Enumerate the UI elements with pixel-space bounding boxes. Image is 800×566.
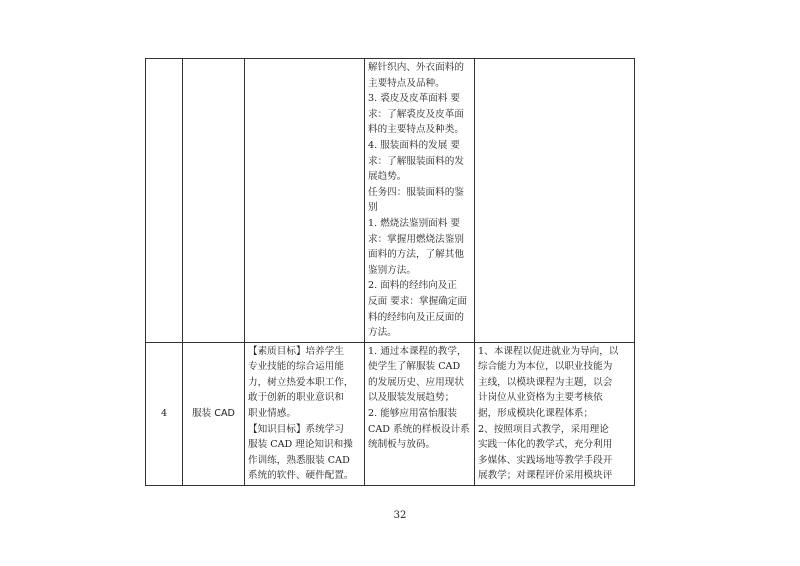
text-line: 2、按照项目式教学，采用理论: [478, 423, 609, 435]
cell-method: [475, 59, 635, 343]
text-line: 1、本课程以促进就业为导向，以: [478, 345, 619, 357]
text-line: 计岗位从业资格为主要考核依: [478, 392, 603, 404]
text-line: 解针织内、外衣面料的: [368, 62, 464, 73]
text-line: 4. 服装面料的发展 要: [368, 139, 461, 151]
text-line: 服装 CAD 理论知识和操: [248, 439, 353, 451]
text-line: 主线，以模块课程为主题，以会: [478, 376, 613, 388]
text-line: 作训练，熟悉服装 CAD: [248, 454, 350, 466]
text-line: 2. 能够应用富怡服装: [368, 408, 457, 420]
cell-goals: [245, 59, 365, 343]
text-line: 方法。: [368, 327, 397, 339]
text-line: 料的主要特点及种类。: [368, 124, 464, 136]
page-number: 32: [393, 510, 407, 521]
text-line: 求：了解服装面料的发: [368, 155, 464, 167]
cell-content: [365, 59, 475, 343]
text-line: 【知识目标】系统学习: [248, 423, 344, 435]
table-row: [146, 59, 635, 343]
cell-content: [365, 342, 475, 485]
text-line: 多媒体、实践场地等教学手段开: [478, 454, 613, 466]
cell-number: [146, 59, 183, 343]
table-row: [146, 342, 635, 485]
text-line: 展教学；对课程评价采用模块评: [478, 470, 613, 482]
cell-method: [475, 342, 635, 485]
text-line: 实践一体化的教学式，充分利用: [478, 439, 613, 451]
text-line: 鉴别方法。: [368, 264, 416, 276]
text-line: 2. 面料的经纬向及正: [368, 280, 457, 292]
cell-number: 4: [146, 342, 183, 485]
text-line: 的发展历史、应用现状: [368, 376, 464, 388]
text-line: 综合能力为本位，以职业技能为: [478, 361, 613, 373]
text-line: 主要特点及品种。: [368, 77, 445, 89]
text-line: 1. 燃烧法鉴别面料 要: [368, 217, 461, 229]
text-line: 专业技能的综合运用能: [248, 361, 344, 373]
text-line: 系统的软件、硬件配置。: [248, 470, 354, 482]
text-line: 任务四：服装面料的鉴: [368, 186, 464, 198]
text-line: 使学生了解服装 CAD: [368, 361, 461, 373]
text-line: 求：掌握用燃烧法鉴别: [368, 233, 464, 245]
text-line: 敢于创新的职业意识和: [248, 392, 344, 404]
text-line: 1. 通过本课程的教学，: [368, 345, 467, 357]
text-line: 据，形成模块化课程体系；: [478, 408, 594, 420]
course-table: [145, 58, 635, 486]
text-line: 力，树立热爱本职工作，: [248, 376, 354, 388]
cell-course-name: [183, 59, 245, 343]
text-line: 职业情感。: [248, 408, 296, 420]
text-line: 以及服装发展趋势；: [368, 392, 455, 404]
text-line: 3. 裘皮及皮革面料 要: [368, 93, 461, 105]
text-line: CAD 系统的样板设计系: [368, 423, 470, 435]
text-line: 别: [368, 202, 378, 214]
text-line: 展趋势。: [368, 171, 407, 183]
cell-goals: [245, 342, 365, 485]
text-line: 面料的方法，了解其他: [368, 249, 464, 261]
text-line: 反面 要求：掌握确定面: [368, 295, 467, 307]
cell-course-name: 服装 CAD: [183, 342, 245, 485]
text-line: 统制板与放码。: [368, 439, 436, 451]
text-line: 求：了解裘皮及皮革面: [368, 108, 464, 120]
text-line: 【素质目标】培养学生: [248, 345, 344, 357]
text-line: 料的经纬向及正反面的: [368, 311, 464, 323]
